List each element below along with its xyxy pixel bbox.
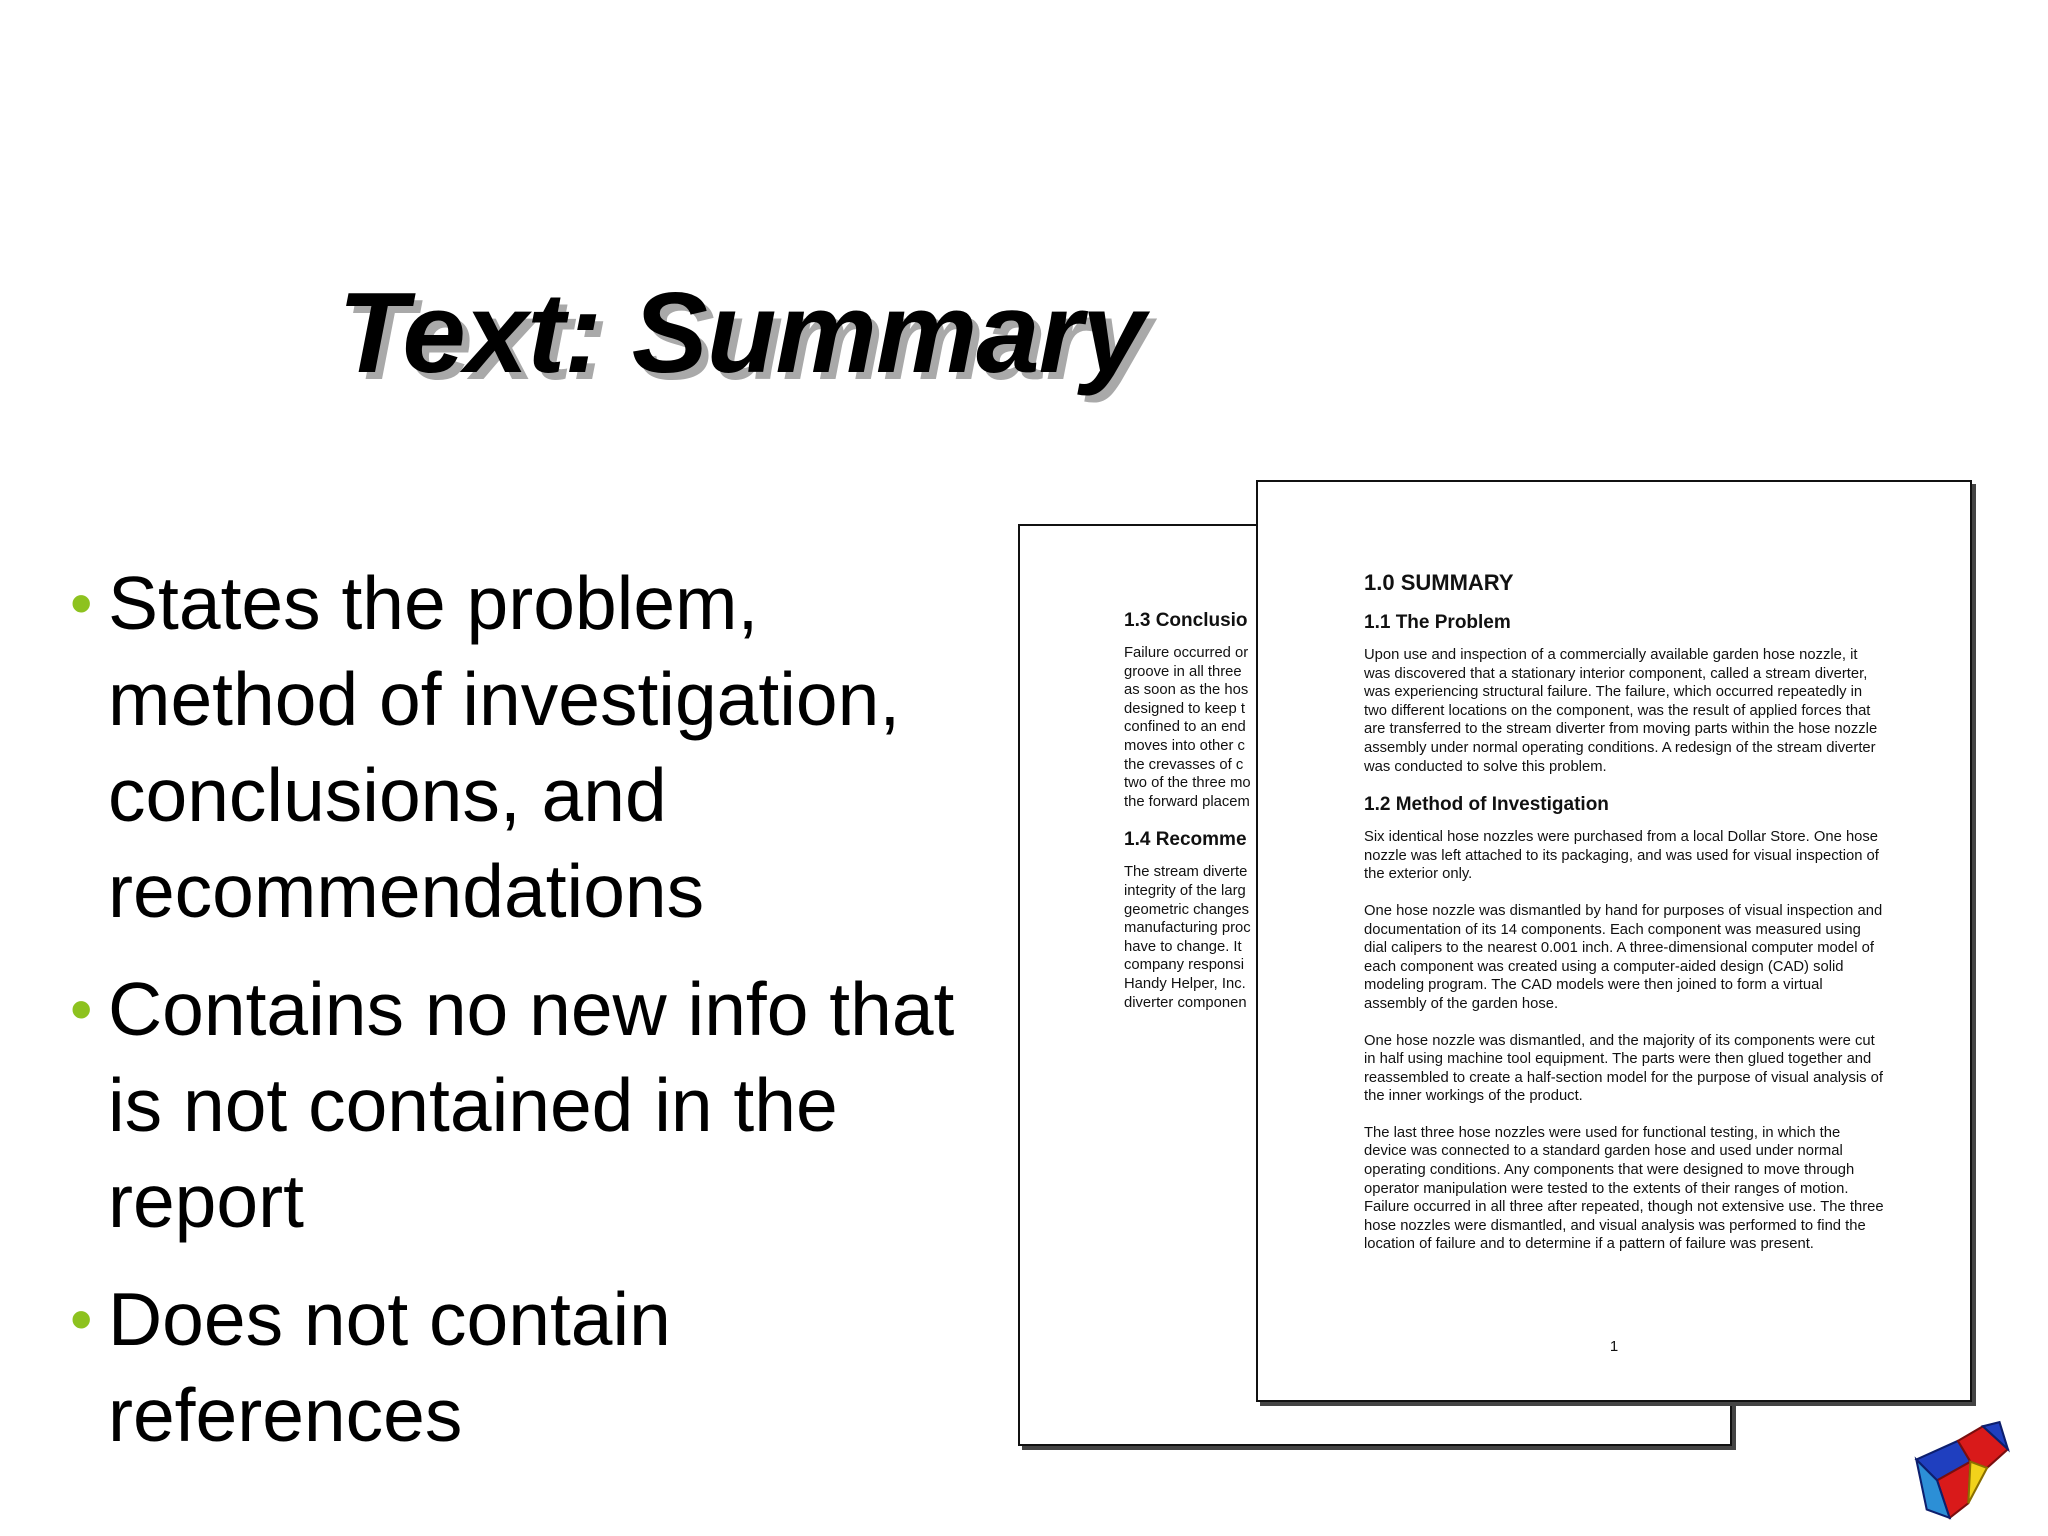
method-paragraph-3: One hose nozzle was dismantled, and the majority of its components were cut in half using machine tool equipment. The parts were then glued together and reassembled to create a half-section model for the purpose of visual analysis of the inner workings of the product.	[1364, 1032, 1883, 1105]
bullet-item	[70, 1271, 990, 1463]
bullet-text: Does not contain references	[108, 1277, 671, 1457]
slide-title: Text: Summary	[338, 270, 1145, 397]
bullet-text: Contains no new info that is not contained in the report	[108, 967, 955, 1243]
recommendation-text: The stream diverte integrity of the larg geometric changes manufacturing proc have to change. It company responsi Handy Helper, Inc. diverter componen	[1124, 864, 1251, 1011]
method-paragraph-1: Six identical hose nozzles were purchased from a local Dollar Store. One hose nozzle was left attached to its packaging, and was used for visual inspection of the exterior only.	[1364, 829, 1879, 883]
method-heading: 1.2 Method of Investigation	[1364, 794, 1609, 816]
bullet-list	[70, 555, 990, 1485]
bullet-item	[70, 961, 990, 1249]
conclusion-heading: 1.3 Conclusio	[1124, 610, 1248, 631]
bullet-item	[70, 555, 990, 939]
report-page-front	[1256, 480, 1972, 1402]
problem-heading: 1.1 The Problem	[1364, 612, 1511, 633]
bullet-text: States the problem, method of investigation, conclusions, and recommendations	[108, 561, 901, 933]
bullet-dot-icon: •	[70, 1283, 93, 1355]
bullet-dot-icon: •	[70, 567, 93, 639]
logo-icon	[1908, 1418, 2012, 1522]
method-paragraph-2: One hose nozzle was dismantled by hand for purposes of visual inspection and documentation of its 14 components. Each component was measured using dial calipers to the nearest 0.001 inch. A three-dimensional computer model of each component was created using a computer-aided design (CAD) solid modeling program. The CAD models were then joined to form a virtual assembly of the garden hose.	[1364, 902, 1883, 1012]
conclusion-text: Failure occurred or groove in all three as soon as the hos designed to keep t confined to an end moves into other c the crevasses of c two of the three mo the forward placem	[1124, 645, 1251, 810]
bullet-dot-icon: •	[70, 973, 93, 1045]
report-front-content	[1364, 570, 1884, 1272]
recommendation-heading: 1.4 Recomme	[1124, 829, 1247, 851]
summary-heading: 1.0 SUMMARY	[1364, 570, 1514, 595]
problem-text: Upon use and inspection of a commercially available garden hose nozzle, it was discovered that a stationary interior component, called a stream diverter, was experiencing structural failure. The failure, which occurred repeatedly in two different locations on the component, was the result of applied forces that are transferred to the stream diverter from moving parts within the hose nozzle assembly under normal operating conditions. A redesign of the stream diverter was conducted to solve this problem.	[1364, 647, 1878, 775]
method-paragraph-4: The last three hose nozzles were used for functional testing, in which the device was connected to a standard garden hose and used under normal operating conditions. Any components that were designed to move through operator manipulation were tested to the extents of their ranges of motion. Failure occurred in all three after repeated, though not extensive use. The three hose nozzles were dismantled, and visual analysis was performed to find the location of failure and to determine if a pattern of failure was present.	[1364, 1124, 1884, 1253]
page-number: 1	[1609, 1338, 1619, 1355]
